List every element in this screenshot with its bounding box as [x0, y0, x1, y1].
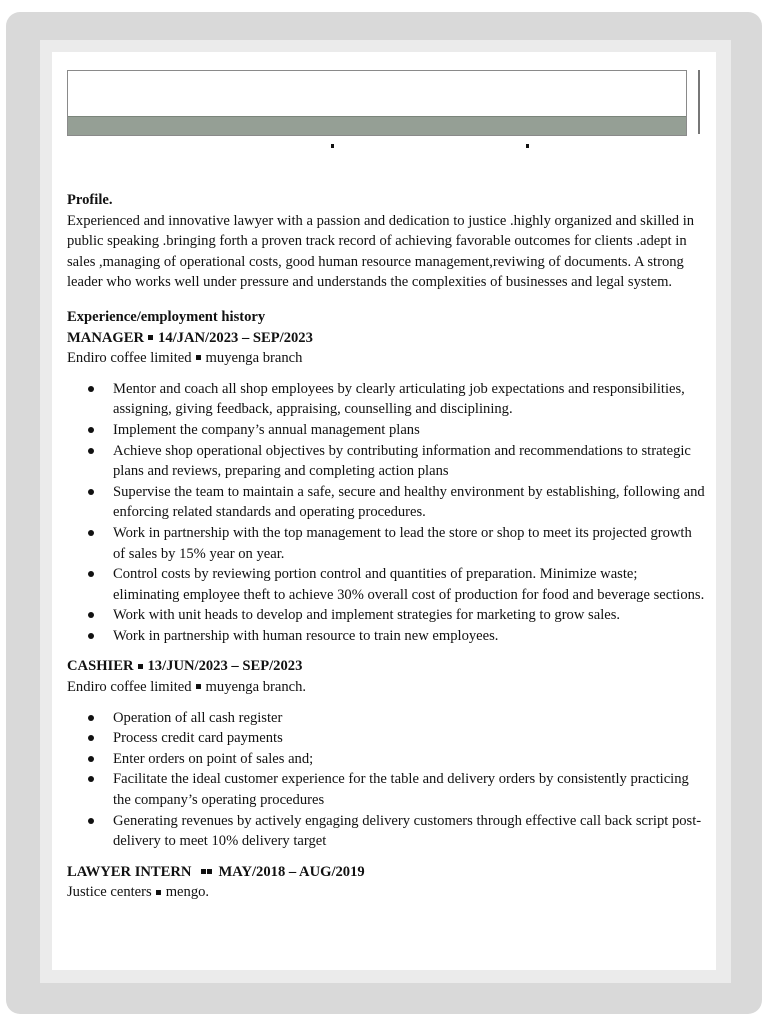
separator-square-icon	[156, 890, 161, 895]
list-item: Implement the company’s annual management plans	[67, 420, 707, 441]
header-tick-mark	[331, 144, 334, 148]
job-title: LAWYER INTERN	[67, 863, 192, 880]
list-item: Mentor and coach all shop employees by clearly articulating job expectations and responsibilities, assigning, giving feedback, appraising, counselling and disciplining.	[67, 379, 707, 420]
bullet-icon	[88, 776, 94, 782]
list-item: Achieve shop operational objectives by contributing information and recommendations to strategic plans and reviews, preparing and completing action plans	[67, 441, 707, 482]
list-item: Work in partnership with the top management to lead the store or shop to meet its projected growth of sales by 15% year on year.	[67, 523, 707, 564]
job-dates: 13/JUN/2023 – SEP/2023	[147, 658, 303, 675]
experience-heading: Experience/employment history	[67, 308, 266, 325]
job-company-line	[67, 882, 707, 903]
bullet-icon	[88, 530, 94, 536]
list-item: Facilitate the ideal customer experience for the table and delivery orders by consistently practicing the company’s operating procedures	[67, 769, 707, 810]
job-location: muyenga branch	[205, 350, 303, 367]
header-tick-mark	[526, 144, 529, 148]
job-company: Endiro coffee limited	[67, 350, 192, 367]
bullet-icon	[88, 386, 94, 392]
header-side-line	[698, 70, 700, 134]
bullet-icon	[88, 756, 94, 762]
bullet-icon	[88, 427, 94, 433]
job-location: mengo.	[165, 884, 210, 901]
list-item: Work with unit heads to develop and implement strategies for marketing to grow sales.	[67, 605, 707, 626]
resume-page	[52, 52, 716, 970]
job-bullet-list	[67, 708, 707, 852]
list-item: Work in partnership with human resource to train new employees.	[67, 626, 707, 647]
header-box	[67, 70, 687, 136]
bullet-icon	[88, 489, 94, 495]
job-dates: 14/JAN/2023 – SEP/2023	[158, 329, 313, 346]
separator-square-icon	[138, 664, 143, 669]
job-title-line	[67, 328, 707, 349]
job-company-line	[67, 677, 707, 698]
job-company-line	[67, 348, 707, 369]
bullet-icon	[88, 612, 94, 618]
bullet-icon	[88, 715, 94, 721]
list-item: Operation of all cash register	[67, 708, 707, 729]
bullet-icon	[88, 633, 94, 639]
list-item: Process credit card payments	[67, 728, 707, 749]
separator-square-icon	[148, 335, 153, 340]
job-company: Justice centers	[67, 884, 152, 901]
separator-square-icon	[207, 869, 212, 874]
job-dates: MAY/2018 – AUG/2019	[218, 863, 365, 880]
resume-content	[67, 190, 707, 903]
job-title-line	[67, 656, 707, 677]
job-location: muyenga branch.	[205, 679, 307, 696]
bullet-icon	[88, 571, 94, 577]
bullet-icon	[88, 448, 94, 454]
job-company: Endiro coffee limited	[67, 679, 192, 696]
bullet-icon	[88, 818, 94, 824]
profile-heading: Profile.	[67, 192, 113, 208]
list-item: Supervise the team to maintain a safe, secure and healthy environment by establishing, following and enforcing related standards and operating procedures.	[67, 482, 707, 523]
job-title: CASHIER	[67, 658, 134, 675]
separator-square-icon	[196, 355, 201, 360]
list-item: Generating revenues by actively engaging delivery customers through effective call back script post-delivery to meet 10% delivery target	[67, 811, 707, 852]
bullet-icon	[88, 735, 94, 741]
job-title: MANAGER	[67, 329, 145, 346]
separator-square-icon	[201, 869, 206, 874]
job-title-line	[67, 862, 707, 883]
list-item: Enter orders on point of sales and;	[67, 749, 707, 770]
list-item: Control costs by reviewing portion control and quantities of preparation. Minimize waste; eliminating employee theft to achieve 30% overall cost of production for food and beverage sections.	[67, 564, 707, 605]
separator-square-icon	[196, 684, 201, 689]
job-bullet-list	[67, 379, 707, 647]
profile-text: Experienced and innovative lawyer with a passion and dedication to justice .highly organized and skilled in public speaking .bringing forth a proven track record of achieving favorable outcomes for clients .adept in sales ,managing of operational costs, good human resource management,reviwing of documents. A strong leader who works well under pressure and understands the complexities of businesses and legal system.	[67, 212, 695, 291]
header-band	[68, 116, 686, 135]
